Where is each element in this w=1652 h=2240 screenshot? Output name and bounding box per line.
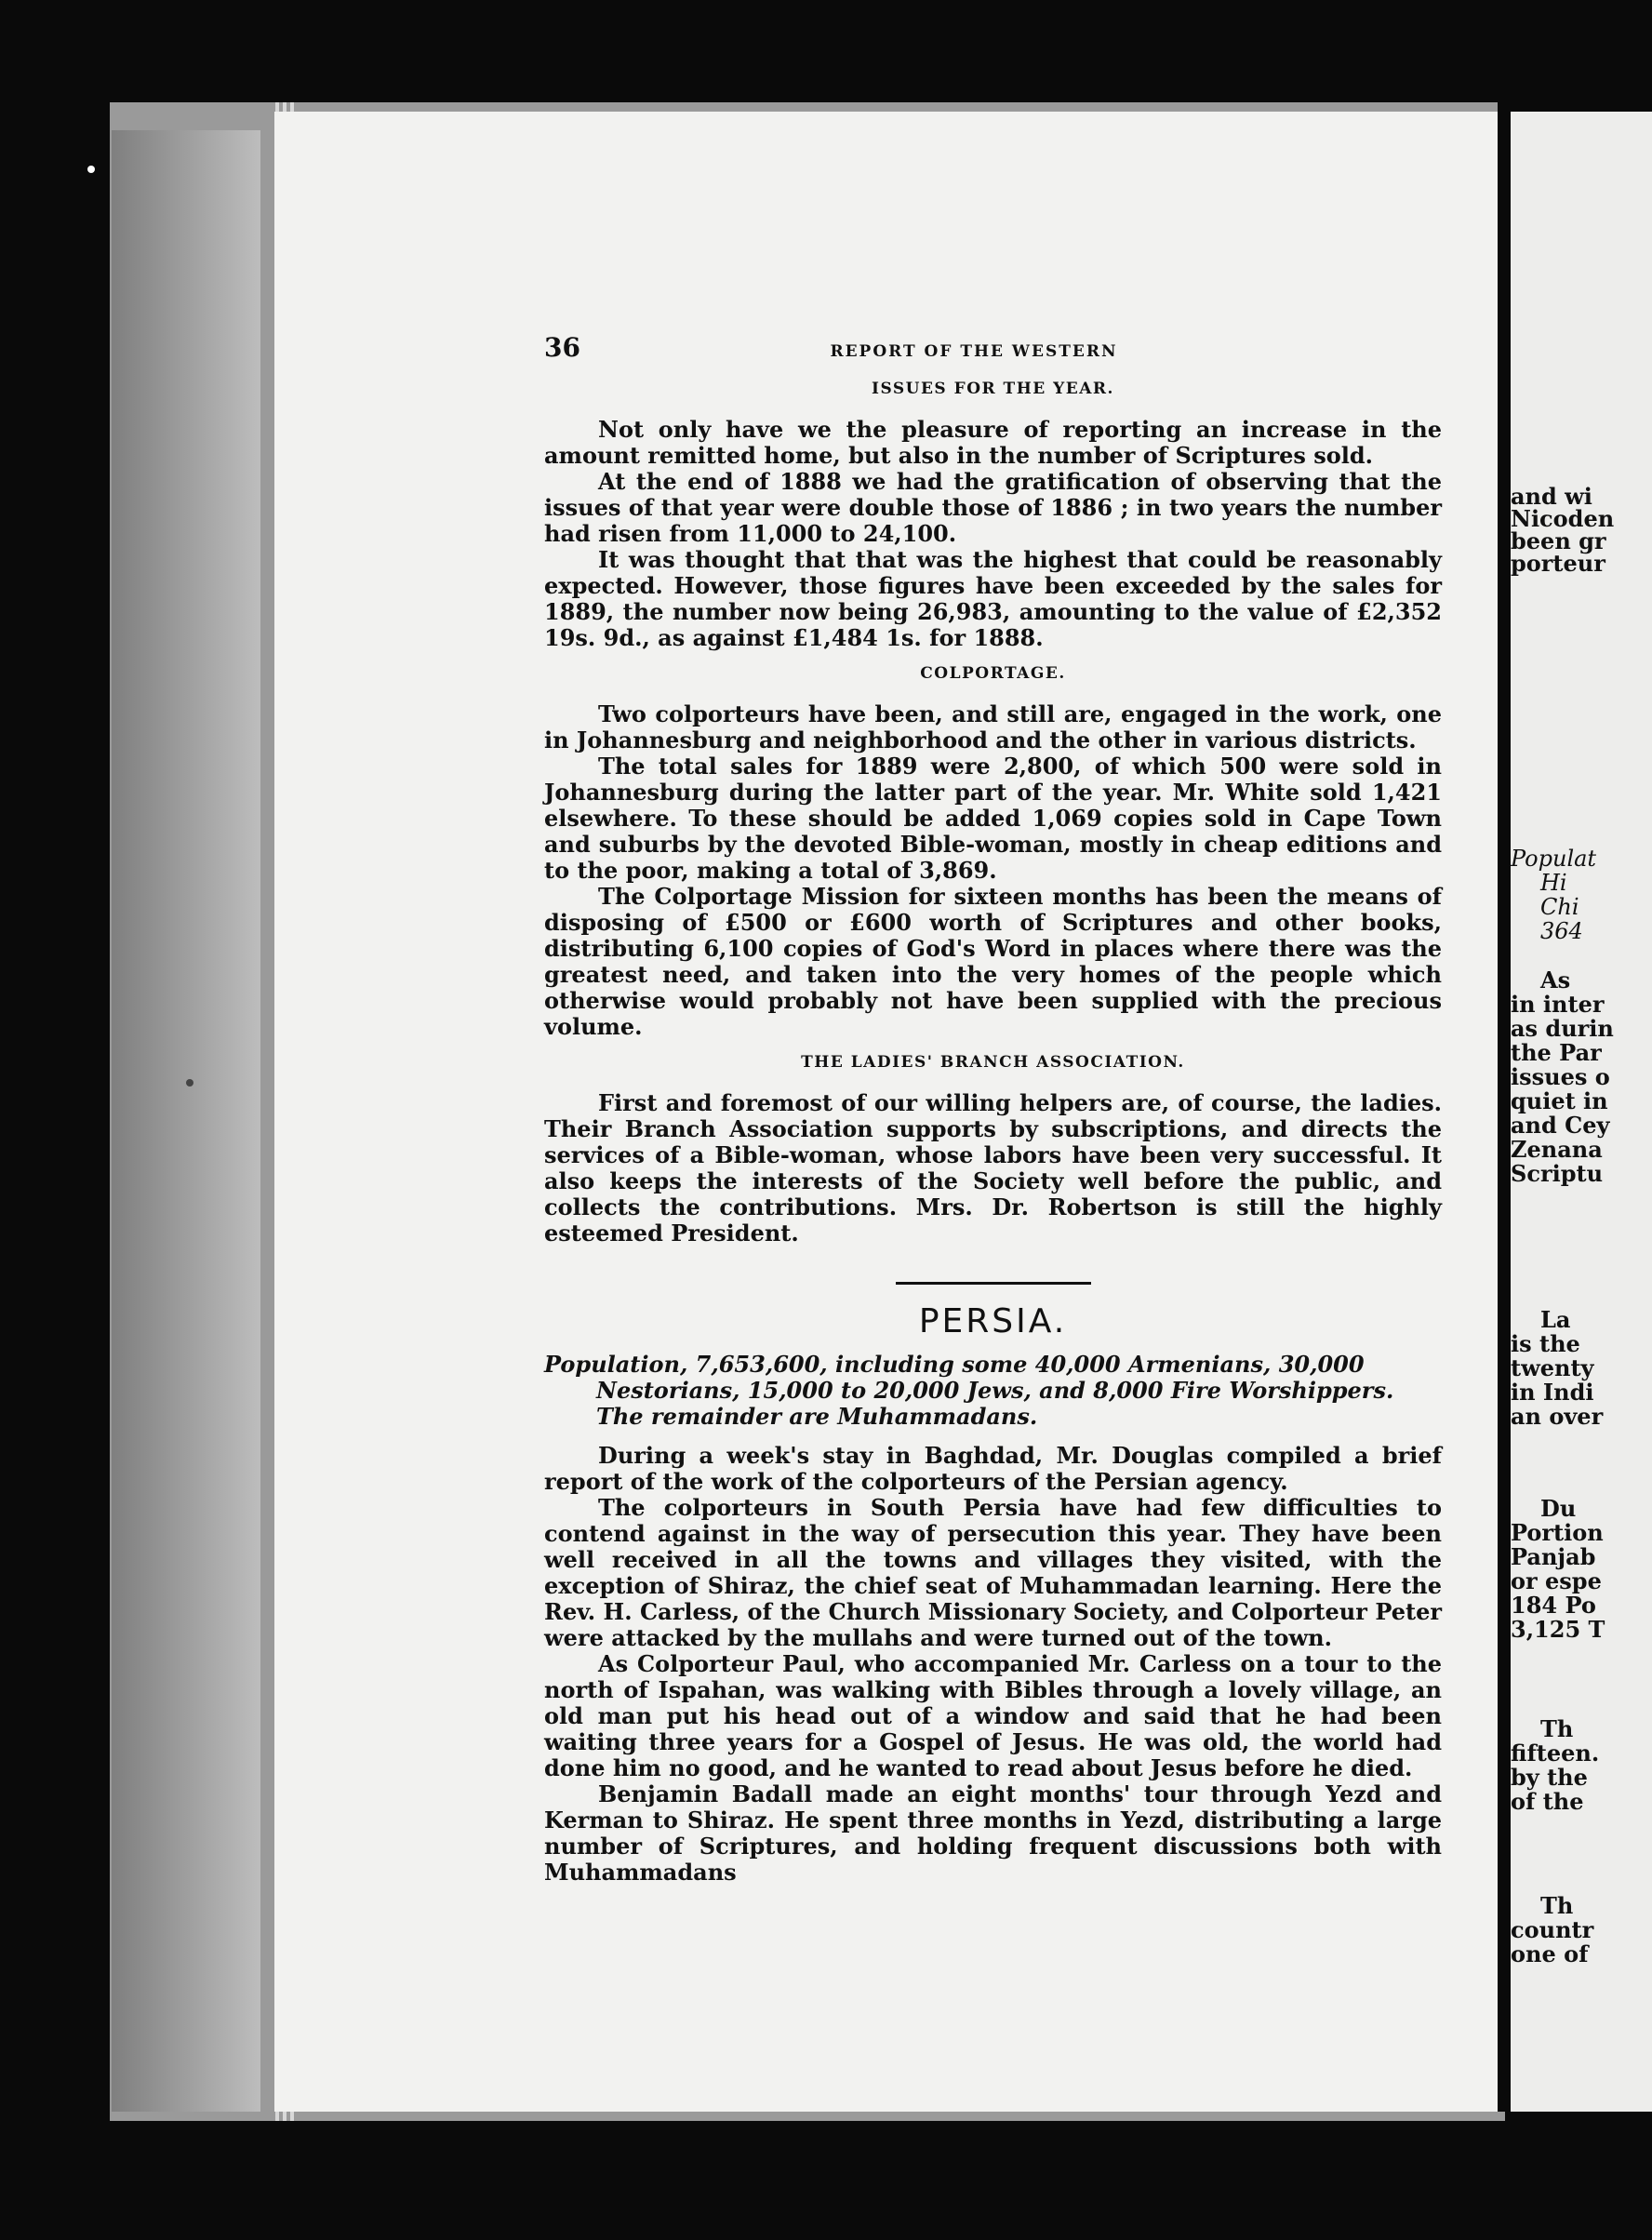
facing-page-fragment: Portion bbox=[1511, 1519, 1604, 1546]
running-head bbox=[544, 332, 1442, 365]
facing-page-fragment: by the bbox=[1511, 1764, 1588, 1791]
section-heading: ISSUES FOR THE YEAR. bbox=[872, 380, 1114, 398]
facing-page-fragment: Populat bbox=[1511, 846, 1597, 872]
facing-page-fragment: countr bbox=[1511, 1916, 1594, 1943]
paragraph: Not only have we the pleasure of reporting an increase in the amount remitted home, but also in the number of Scriptures sold. bbox=[544, 416, 1442, 469]
paragraph: During a week's stay in Baghdad, Mr. Douglas compiled a brief report of the work of the colporteurs of the Persian agency. bbox=[544, 1442, 1442, 1495]
paragraph: At the end of 1888 we had the gratification of observing that the issues of that year were double those of 1886 ; in two years the number had risen from 11,000 to 24,100. bbox=[544, 468, 1442, 547]
facing-page-fragment: Chi bbox=[1540, 894, 1579, 920]
section-colportage bbox=[544, 660, 1442, 1040]
facing-page-fragment: or espe bbox=[1511, 1567, 1602, 1594]
facing-page-fragment: twenty bbox=[1511, 1354, 1594, 1381]
scan-speck bbox=[186, 1079, 193, 1087]
facing-page-fragment: As bbox=[1540, 967, 1571, 993]
paragraph: The total sales for 1889 were 2,800, of which 500 were sold in Johannesburg during the latter part of the year. Mr. White sold 1,421 elsewhere. To these should be added 1,069 copies sold in Cape Town and suburbs by the devoted Bible-woman, mostly in cheap editions and to the poor, making a total of 3,869. bbox=[544, 753, 1442, 884]
book-gutter bbox=[1498, 93, 1511, 2112]
facing-page-fragment: Scriptu bbox=[1511, 1160, 1604, 1187]
facing-page-fragment: Hi bbox=[1540, 870, 1567, 896]
facing-page-fragment: Th bbox=[1540, 1715, 1574, 1742]
paragraph: Benjamin Badall made an eight months' tour through Yezd and Kerman to Shiraz. He spent three months in Yezd, distributing a large number of Scriptures, and holding frequent discussions both with Muhammadans bbox=[544, 1780, 1442, 1886]
facing-page-fragment: Th bbox=[1540, 1892, 1574, 1919]
facing-page-fragment: Zenana bbox=[1511, 1136, 1603, 1163]
facing-page-fragment: one of bbox=[1511, 1940, 1589, 1967]
facing-page-fragment: the Par bbox=[1511, 1039, 1602, 1066]
paragraph: It was thought that that was the highest that could be reasonably expected. However, those figures have been exceeded by the sales for 1889, the number now being 26,983, amounting to the value of £2,352 19s. 9d., as against £1,484 1s. for 1888. bbox=[544, 546, 1442, 651]
facing-page-fragment: in inter bbox=[1511, 991, 1605, 1018]
facing-page bbox=[1511, 112, 1652, 2112]
facing-page-fragment: La bbox=[1540, 1306, 1571, 1333]
population-note: Population, 7,653,600, including some 40,000 Armenians, 30,000 Nestorians, 15,000 to 20,000 Jews, and 8,000 Fire Worshippers. The remainder are Muhammadans. bbox=[544, 1351, 1394, 1430]
section-divider-rule bbox=[896, 1282, 1091, 1285]
left-page-edge bbox=[112, 130, 260, 2112]
facing-page-fragment: as durin bbox=[1511, 1015, 1614, 1042]
page-text-column bbox=[544, 332, 1442, 1886]
facing-page-fragment: been gr bbox=[1511, 527, 1606, 554]
section-ladies-branch bbox=[544, 1049, 1442, 1247]
facing-page-fragment: 184 Po bbox=[1511, 1592, 1596, 1619]
paragraph: Two colporteurs have been, and still are, engaged in the work, one in Johannesburg and neighborhood and the other in various districts. bbox=[544, 700, 1442, 753]
facing-page-fragment: quiet in bbox=[1511, 1087, 1608, 1114]
facing-page-fragment: issues o bbox=[1511, 1063, 1610, 1090]
paragraph: First and foremost of our willing helpers are, of course, the ladies. Their Branch Association supports by subscriptions, and directs the services of a Bible-woman, whose labors have been very successful. It also keeps the interests of the Society well before the public, and collects the contributions. Mrs. Dr. Robertson is still the highly esteemed President. bbox=[544, 1089, 1442, 1247]
facing-page-fragment: and Cey bbox=[1511, 1112, 1610, 1139]
section-issues bbox=[544, 376, 1442, 651]
facing-page-fragment: an over bbox=[1511, 1403, 1604, 1430]
facing-page-fragment: Nicoden bbox=[1511, 505, 1615, 532]
section-persia bbox=[544, 1302, 1442, 1886]
facing-page-fragment: 364 bbox=[1540, 918, 1583, 944]
paragraph: The Colportage Mission for sixteen months has been the means of disposing of £500 or £600 worth of Scriptures and other books, distributing 6,100 copies of God's Word in places where there was the greatest need, and taken into the very homes of the people which otherwise would probably not have been supplied with the precious volume. bbox=[544, 883, 1442, 1040]
facing-page-fragment: Panjab bbox=[1511, 1543, 1596, 1570]
facing-page-fragment: porteur bbox=[1511, 550, 1605, 577]
paragraph: The colporteurs in South Persia have had few difficulties to contend against in the way of persecution this year. They have been well received in all the towns and villages they visited, with the exception of Shiraz, the chief seat of Muhammadan learning. Here the Rev. H. Carless, of the Church Missionary Society, and Colporteur Peter were attacked by the mullahs and were turned out of the town. bbox=[544, 1494, 1442, 1651]
facing-page-fragment: Du bbox=[1540, 1495, 1577, 1522]
facing-page-fragment: and wi bbox=[1511, 483, 1592, 510]
section-heading: COLPORTAGE. bbox=[920, 664, 1066, 683]
facing-page-fragment: is the bbox=[1511, 1330, 1580, 1357]
section-heading: THE LADIES' BRANCH ASSOCIATION. bbox=[801, 1053, 1185, 1072]
facing-page-fragment: of the bbox=[1511, 1788, 1584, 1815]
facing-page-fragment: fifteen. bbox=[1511, 1740, 1600, 1767]
page-number: 36 bbox=[544, 332, 580, 363]
country-title: PERSIA. bbox=[918, 1302, 1068, 1340]
scan-speck bbox=[87, 166, 95, 173]
paragraph: As Colporteur Paul, who accompanied Mr. Carless on a tour to the north of Ispahan, was walking with Bibles through a lovely village, an old man put his head out of a window and said that he had been waiting three years for a Gospel of Jesus. He was old, the world had done him no good, and he wanted to read about Jesus before he died. bbox=[544, 1650, 1442, 1781]
running-title: REPORT OF THE WESTERN bbox=[830, 342, 1118, 361]
facing-page-fragment: 3,125 T bbox=[1511, 1616, 1605, 1643]
facing-page-fragment: in Indi bbox=[1511, 1379, 1594, 1406]
